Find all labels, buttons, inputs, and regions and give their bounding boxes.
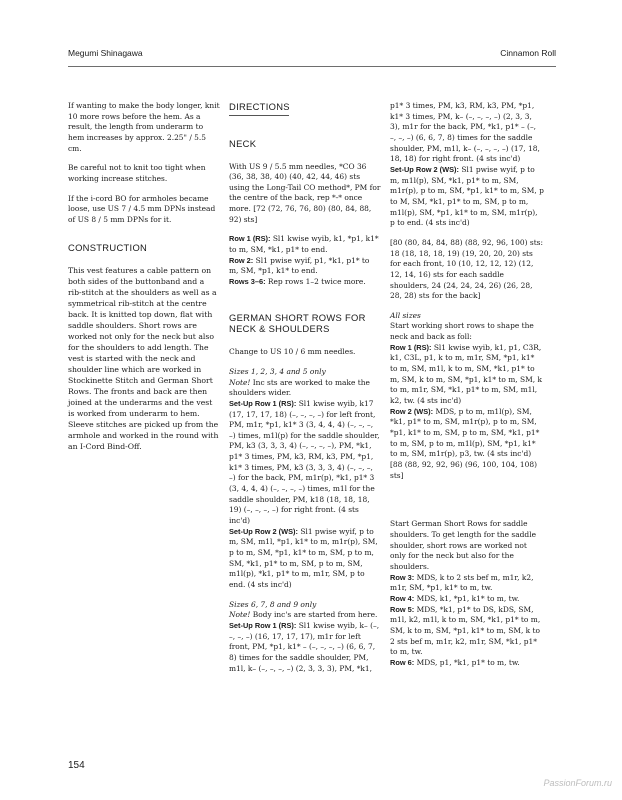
row-text: Sl1 pwise wyif, p1, *k1, p1* to m, SM, *p1, k1* to end. [229,255,370,276]
row-label: Set-Up Row 2 (WS): [390,164,459,174]
stitch-totals: [80 (80, 84, 84, 88) (88, 92, 96, 100) sts: 18 (18, 18, 18, 19) (19, 20, 20, 20) sts for each front, 10 (10, 12, 12, 12) (12, 12, 14, 16) sts for each saddle shoulders, 24 (24, 24, 24, 26) (26, 28, 28, 28) sts for the back] [390,237,544,301]
short-row-1 [390,343,544,407]
short-row-6 [390,658,544,669]
row-text: MDS, p to m, m1l(p), SM, *k1, p1* to m, SM, m1r(p), p to m, SM, *p1, k1* to m, SM, p to m, SM, *k1, p1* to m, SM, p to m, m1l(p), SM, *p1, k1* to m, SM, m1r(p), p3, tw. (4 sts inc'd) [88 (88, 92, 92, 96) (96, 100, 104, 108) sts] [390,406,540,480]
directions-heading-text: DIRECTIONS [229,101,290,112]
row-label: Row 3: [390,572,415,582]
row-label: Row 1 (RS): [390,342,432,352]
row-text: Sl1 kwise wyib, k– (–, –, –, –) (16, 17, 17, 17), m1r for left front, PM, *p1, k1* – (–, –, –, –) (6, 6, 7, 8) times for the saddle shoulder, PM, m1l, k– (–, –, –, –) (2, 3, 3, 3), PM, *k1, [229,620,380,673]
row-label: Row 6: [390,657,415,667]
short-rows-intro: Start working short rows to shape the neck and back as foll: [390,321,534,342]
row-label: Row 2: [229,255,254,265]
body-length-note: If wanting to make the body longer, knit 10 more rows before the hem. As a result, the length from underarm to hem increases by approx. 2.25" / 5.5 cm. [68,101,220,153]
row-label: Set-Up Row 1 (RS): [229,620,297,630]
row-label: Rows 3–6: [229,277,266,287]
row-text: Sl1 pwise wyif, p to m, SM, m1l, *p1, k1* to m, m1r(p), SM, p to m, SM, *p1, k1* to m, SM, p to m, SM, *k1, p1* to m, SM, p to m, SM, m1l(p), *k1, p1* to m, m1r, SM, p to end. (4 sts inc'd) [229,526,378,589]
row-label: Row 5: [390,604,415,614]
icord-needle-note: If the i-cord BO for armholes became loose, use US 7 / 4.5 mm DPNs instead of US 8 / 5 mm DPNs for it. [68,193,216,224]
all-sizes-heading: All sizes [390,310,421,320]
row-text: Rep rows 1–2 twice more. [265,277,366,287]
row-text: Sl1 kwise wyib, k17 (17, 17, 17, 18) (–, –, –, –) for left front, PM, m1r, *p1, k1* 3 (3, 4, 4, 4) (–, –, –, –) times, m1l(p) for the saddle shoulder, PM, k3 (3, 3, 3, 4) (–, –, –, –), PM, *k1, p1* 3 times, PM, k3, RM, k3, PM, *p1, k1* 3 times, PM, k3 (3, 3, 3, 4) (–, –, –, –) for the back, PM, m1r(p), *k1, p1* 3 (3, 4, 4, 4) (–, –, –, –) times, m1l for the saddle shoulder, PM, k18 (18, 18, 18, 19) (–, –, –, –) for right front. (4 sts inc'd) [229,398,380,526]
row-text: Sl1 pwise wyif, p to m, m1l(p), SM, *k1, p1* to m, SM, m1r(p), p to m, SM, *p1, k1* to m, SM, p to M, SM, *k1, p1* to m, SM, p to m, m1l(p), SM, *p1, k1* to m, SM, m1r(p), p to end. (4 sts inc'd) [390,164,544,228]
setup-row-2-b [390,165,544,229]
row-label: Row 4: [390,593,415,603]
sizes-1-5-heading: Sizes 1, 2, 3, 4 and 5 only [229,366,326,376]
neck-row-1 [229,234,381,255]
header-rule [68,66,556,67]
neck-heading: NECK [229,137,257,149]
author-name: Megumi Shinagawa [68,48,143,58]
setup-row-1-b-continued: p1* 3 times, PM, k3, RM, k3, PM, *p1, k1* 3 times, PM, k– (–, –, –, –) (2, 3, 3, 3), m1r for the back, PM, *k1, p1* – (–, –, –, –) (6, 6, 7, 8) times for the saddle shoulder, PM, m1l, k– (–, –, –, –) (17, 18, 18, 18) for right front. (4 sts inc'd) [390,101,540,164]
construction-text: This vest features a cable pattern on both sides of the buttonband and a rib-stitch at the shoulders as well as a symmetrical rib-stitch at the centre back. It is knitted top down, flat with saddle shoulders. Short rows are worked not only for the neck but also for the shoulders to add length. The vest is started with the neck and shoulder line which are worked in Stockinette Stitch and German Short Rows. The fronts and back are then joined at the underarms and the vest is worked from underarm to hem. Sleeve stitches are picked up from the armhole and worked in the round with an I-Cord Bind-Off. [68,266,219,452]
page-number: 154 [68,760,85,771]
row-text: MDS, k1, *p1, k1* to m, tw. [414,593,520,603]
short-row-3 [390,573,544,594]
short-row-5 [390,605,544,658]
neck-intro: With US 9 / 5.5 mm needles, *CO 36 (36, 38, 38, 40) (40, 42, 44, 46) sts using the Long-Tail CO method*, PM for the centre of the back, rep *-* once more. [72 (72, 76, 76, 80) (80, 84, 88, 92) sts] [229,161,381,224]
row-text: MDS, *k1, p1* to DS, kDS, SM, m1l, k2, m1l, k to m, SM, *k1, p1* to m, SM, k to m, SM, *p1, k1* to m, SM, k to 2 sts bef m, m1r, k2, m1r, SM, *k1, p1* to m, tw. [390,604,541,657]
note-label: Note! [229,610,251,620]
note-sizes-1-5 [229,378,381,399]
note-label: Note! [229,377,251,387]
row-text: Sl1 kwise wyib, k1, *p1, k1* to m, SM, *k1, p1* to end. [229,234,379,255]
row-label: Set-Up Row 2 (WS): [229,526,298,536]
setup-row-1-b [229,621,381,674]
sizes-6-9-heading: Sizes 6, 7, 8 and 9 only [229,599,317,609]
row-label: Row 2 (WS): [390,406,434,416]
column-left [68,101,220,461]
row-label: Row 1 (RS): [229,234,271,244]
column-right [390,101,544,669]
row-label: Set-Up Row 1 (RS): [229,398,297,408]
row-text: MDS, k to 2 sts bef m, m1r, k2, m1r, SM, *p1, k1* to m, tw. [390,572,534,593]
german-short-rows-heading: GERMAN SHORT ROWS FOR NECK & SHOULDERS [229,311,366,335]
increase-tension-note: Be careful not to knit too tight when working increase stitches. [68,163,206,183]
neck-row-2 [229,256,381,277]
directions-underline [229,115,289,116]
saddle-short-rows-intro: Start German Short Rows for saddle shoulders. To get length for the saddle shoulder, short rows are worked not only for the neck but also for the shoulders. [390,519,536,571]
construction-heading: CONSTRUCTION [68,241,148,253]
row-text: Sl1 kwise wyib, k1, p1, C3R, k1, C3L, p1, k to m, m1r, SM, *p1, k1* to m, SM, m1l, k to m, SM, *k1, p1* to m, SM, k to m, SM, *p1, k1* to m, SM, k to m, m1r, SM, *k1, p1* to m, SM, m1l, k2, tw. (4 sts inc'd) [390,342,542,406]
neck-rows-3-6 [229,277,381,288]
note-sizes-6-9 [229,610,381,621]
row-text: MDS, p1, *k1, p1* to m, tw. [414,657,520,667]
setup-row-2-a [229,527,381,591]
watermark: PassionForum.ru [543,778,612,788]
note-text: Inc sts are worked to make the shoulders wider. [229,377,370,398]
column-middle [229,101,381,674]
note-text: Body inc's are started from here. [250,610,378,620]
short-row-2 [390,407,544,482]
pattern-name: Cinnamon Roll [500,48,556,58]
setup-row-1-a [229,399,381,527]
needle-change: Change to US 10 / 6 mm needles. [229,347,356,357]
directions-heading [229,101,381,116]
short-row-4 [390,594,544,605]
